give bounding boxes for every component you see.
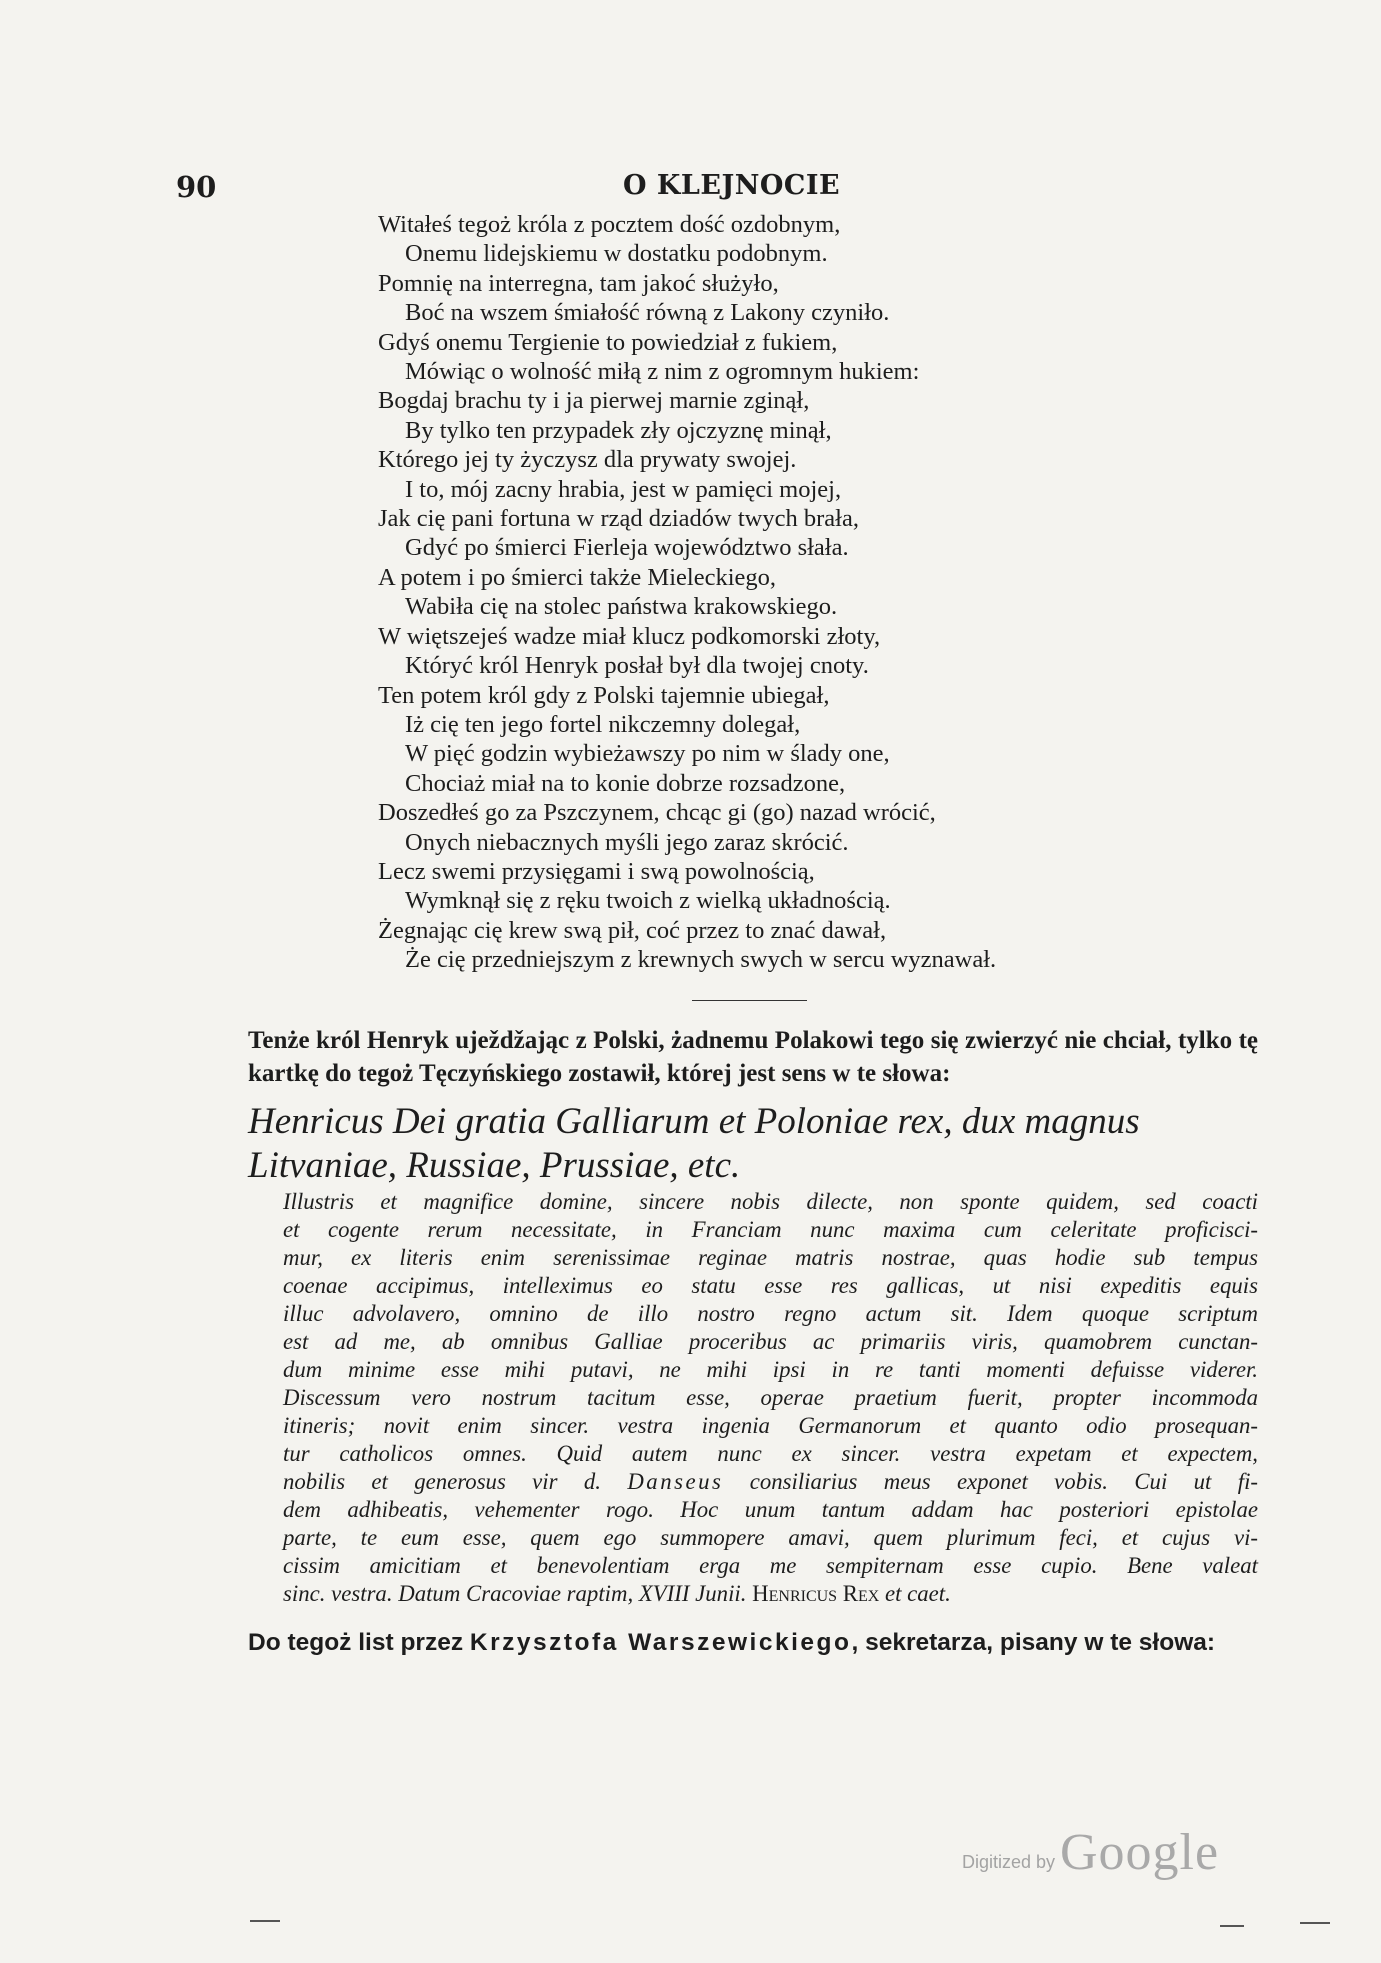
poem-line: Onemu lidejskiemu w dostatku podobnym. <box>405 240 828 268</box>
poem-line: Którego jej ty życzysz dla prywaty swojej. <box>378 446 797 474</box>
poem-line: Chociaż miał na to konie dobrze rozsadzone, <box>405 769 846 797</box>
letter-closing-line <box>283 1580 1258 1608</box>
letter-line: coenae accipimus, intelleximus eo statu esse res gallicas, ut nisi expeditis equis <box>283 1273 1258 1298</box>
poem <box>378 210 1198 975</box>
poem-line: Żegnając cię krew swą pił, coć przez to znać dawał, <box>378 916 887 944</box>
poem-line: Że cię przedniejszym z krewnych swych w sercu wyznawał. <box>405 946 997 974</box>
poem-line: Bogdaj brachu ty i ja pierwej marnie zginął, <box>378 387 810 415</box>
letter-line: est ad me, ab omnibus Galliae proceribus ac primariis viris, quamobrem cunctan- <box>283 1329 1258 1354</box>
poem-line: Ten potem król gdy z Polski tajemnie ubiegał, <box>378 681 830 709</box>
poem-line: W więtszejeś wadze miał klucz podkomorski złoty, <box>378 622 881 650</box>
running-title: O KLEJNOCIE <box>623 170 841 201</box>
poem-line: Lecz swemi przysięgami i swą powolnością, <box>378 857 815 885</box>
edge-mark <box>1220 1925 1244 1927</box>
letter-line: Discessum vero nostrum tacitum esse, operae praetium fuerit, propter incommoda <box>283 1385 1258 1410</box>
edge-mark <box>250 1920 280 1922</box>
poem-line: Wymknął się z ręku twoich z wielką układnością. <box>405 887 891 915</box>
poem-line: Gdyć po śmierci Fierleja województwo słała. <box>405 534 849 562</box>
poem-line: Któryć król Henryk posłał był dla twojej cnoty. <box>405 652 869 680</box>
poem-line: Iż cię ten jego fortel nikczemny dolegał, <box>405 710 801 738</box>
letter-line: dem adhibeatis, vehementer rogo. Hoc unum tantum addam hac posteriori epistolae <box>283 1497 1258 1522</box>
letter-line: cissim amicitiam et benevolentiam erga me sempiternam esse cupio. Bene valeat <box>283 1553 1258 1578</box>
letter-line-text: nobilis et generosus vir d. <box>283 1469 601 1494</box>
poem-line: I to, mój zacny hrabia, jest w pamięci mojej, <box>405 475 842 503</box>
letter-line: itineris; novit enim sincer. vestra ingenia Germanorum et quanto odio prosequan- <box>283 1413 1258 1438</box>
letter-line: mur, ex literis enim serenissimae reginae matris nostrae, quas hodie sub tempus <box>283 1245 1258 1270</box>
poem-line: Gdyś onemu Tergienie to powiedział z fukiem, <box>378 328 838 356</box>
latin-letter <box>283 1188 1258 1608</box>
closing-name: Krzysztofa Warszewickiego <box>469 1629 852 1656</box>
poem-line: By tylko ten przypadek zły ojczyznę minął, <box>405 416 832 444</box>
poem-line: Witałeś tegoż króla z pocztem dość ozdobnym, <box>378 211 841 238</box>
poem-line: Onych niebacznych myśli jego zaraz skrócić. <box>405 828 849 856</box>
letter-line: et cogente rerum necessitate, in Franciam nunc maxima cum celeritate proficisci- <box>283 1217 1258 1242</box>
google-logo: Google <box>1060 1824 1220 1881</box>
poem-line: Doszedłeś go za Pszczynem, chcąc gi (go) nazad wrócić, <box>378 799 936 827</box>
section-divider <box>692 1000 807 1001</box>
closing-end: , sekretarza, pisany w te słowa: <box>851 1629 1216 1656</box>
poem-line: Jak cię pani fortuna w rząd dziadów twych brała, <box>378 505 859 533</box>
prose-text: Tenże król Henryk uježdžając z Polski, żadnemu Polakowi tego się zwierzyć nie chciał, tylko tę kartkę do tegoż Tęczyńskiego zostawił, której jest sens w te słowa: <box>248 1027 1258 1087</box>
poem-line: W pięć godzin wybieżawszy po nim w ślady one, <box>405 740 890 768</box>
poem-line: Boć na wszem śmiałość równą z Lakony czyniło. <box>405 299 890 327</box>
letter-date: sinc. vestra. Datum Cracoviae raptim, XVIII Junii. <box>283 1581 753 1606</box>
closing-start: Do tegoż list przez <box>248 1629 470 1656</box>
latin-title: Henricus Dei gratia Galliarum et Poloniae rex, dux magnus Litvaniae, Russiae, Prussiae, etc. <box>248 1101 1140 1186</box>
letter-etc: et caet. <box>879 1581 951 1606</box>
poem-line: Mówiąc o wolność miłą z nim z ogromnym hukiem: <box>405 358 920 386</box>
letter-line: Illustris et magnifice domine, sincere nobis dilecte, non sponte quidem, sed coacti <box>283 1189 1258 1214</box>
prose-paragraph <box>248 1024 1258 1090</box>
page-number: 90 <box>176 170 217 204</box>
letter-line <box>283 1468 1258 1496</box>
poem-line: A potem i po śmierci także Mieleckiego, <box>378 563 777 591</box>
danseus-name: Danseus <box>627 1469 724 1494</box>
letter-line: illuc advolavero, omnino de illo nostro regno actum sit. Idem quoque scriptum <box>283 1301 1258 1326</box>
letter-signature: Henricus Rex <box>752 1581 880 1606</box>
letter-line: tur catholicos omnes. Quid autem nunc ex sincer. vestra expetam et expectem, <box>283 1441 1258 1466</box>
poem-line: Pomnię na interregna, tam jakoć służyło, <box>378 269 779 297</box>
digitized-by-label: Digitized by <box>962 1852 1056 1872</box>
edge-mark <box>1300 1922 1330 1924</box>
closing-line <box>248 1627 1258 1659</box>
letter-line-text: consiliarius meus exponet vobis. Cui ut fi- <box>723 1469 1258 1494</box>
letter-line: parte, te eum esse, quem ego summopere amavi, quem plurimum feci, et cujus vi- <box>283 1525 1258 1550</box>
letter-line: dum minime esse mihi putavi, ne mihi ipsi in re tanti momenti defuisse viderer. <box>283 1357 1258 1382</box>
poem-line: Wabiła cię na stolec państwa krakowskiego. <box>405 593 838 621</box>
